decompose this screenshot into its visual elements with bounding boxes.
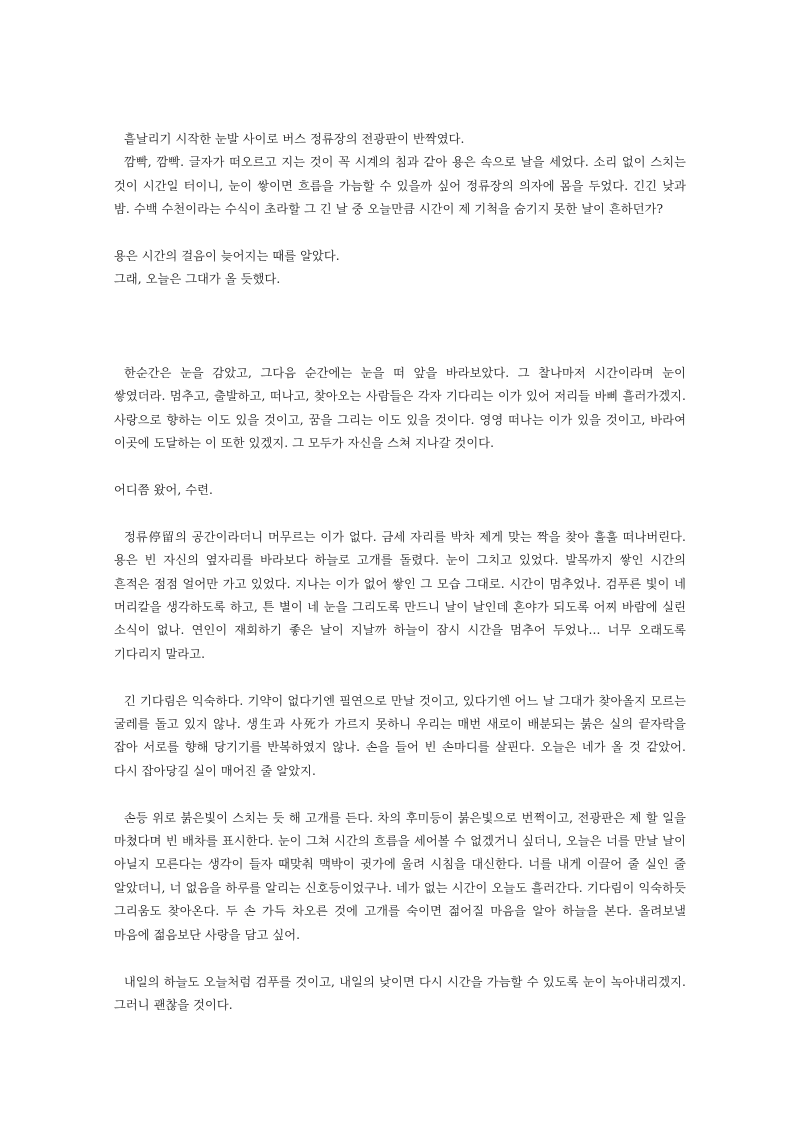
paragraph-7: 정류停留의 공간이라더니 머무르는 이가 없다. 금세 자리를 박차 제게 맞는 짝을 찾아 훌훌 떠나버린다. 용은 빈 자신의 옆자리를 바라보다 하늘로 고개를 돌렸다. 눈이 그치고 있었다. 발목까지 쌓인 시간의 흔적은 점점 얼어만 가고 있었다. 지나는 이가 없어 쌓인 그 모습 그대로. 시간이 멈추었나. 검푸른 빛이 네 머리칼을 생각하도록 하고, 튼 별이 네 눈을 그리도록 만드니 날이 날인데 혼야가 되도록 어찌 바람에 실린 소식이 없나. 연인이 재회하기 좋은 날이 지날까 하늘이 잠시 시간을 멈추어 두었나... 너무 오래도록 기다리지 말라고. <box>114 529 687 661</box>
paragraph-8: 긴 기다림은 익숙하다. 기약이 없다기엔 필연으로 만날 것이고, 있다기엔 어느 날 그대가 찾아올지 모르는 굴레를 돌고 있지 않나. 생生과 사死가 가르지 못하니 우리는 매번 새로이 배분되는 붉은 실의 끝자락을 잡아 서로를 향해 당기기를 반복하였지 않나. 손을 들어 빈 손마디를 살핀다. 오늘은 네가 올 것 같았어. 다시 잡아당길 실이 매어진 줄 알았지. <box>114 693 686 778</box>
paragraph-gap <box>114 456 686 479</box>
paragraph-2: 깜빡, 깜빡. 글자가 떠오르고 지는 것이 꼭 시계의 침과 같아 용은 속으로 날을 세었다. 소리 없이 스치는 것이 시간일 터이니, 눈이 쌓이면 흐름을 가늠할 수 있을까 싶어 정류장의 의자에 몸을 두었다. 긴긴 낮과 밤. 수백 수천이라는 수식이 초라할 그 긴 날 중 오늘만큼 시간이 제 기척을 숨기지 못한 날이 흔하던가? <box>114 155 686 217</box>
paragraph-gap <box>114 783 686 806</box>
paragraph-9: 손등 위로 붉은빛이 스치는 듯 해 고개를 든다. 차의 후미등이 붉은빛으로 번쩍이고, 전광판은 제 할 일을 마쳤다며 빈 배차를 표시한다. 눈이 그쳐 시간의 흐름을 세어볼 수 없겠거니 싶더니, 오늘은 너를 만날 날이 아닐지 모른다는 생각이 들자 때맞춰 맥박이 귓가에 울려 시침을 대신한다. 너를 내게 이끌어 줄 실인 줄 알았더니, 너 없음을 하루를 알리는 신호등이었구나. 네가 없는 시간이 오늘도 흘러간다. 기다림이 익숙하듯 그리움도 찾아온다. 두 손 가득 차오른 것에 고개를 숙이면 젊어질 마음을 알아 하늘을 본다. 올려보낼 마음에 젊음보단 사랑을 담고 싶어. <box>114 810 686 942</box>
section-break <box>114 292 686 339</box>
paragraph-6: 어디쯤 왔어, 수련. <box>114 483 214 498</box>
paragraph-10: 내일의 하늘도 오늘처럼 검푸를 것이고, 내일의 낮이면 다시 시간을 가늠할 수 있도록 눈이 녹아내리겠지. 그러니 괜찮을 것이다. <box>114 974 686 1012</box>
paragraph-1: 흩날리기 시작한 눈발 사이로 버스 정류장의 전광판이 반짝였다. <box>124 132 465 146</box>
paragraph-3: 용은 시간의 걸음이 늦어지는 때를 알았다. <box>114 249 340 264</box>
paragraph-gap <box>114 666 686 689</box>
paragraph-5: 한순간은 눈을 감았고, 그다음 순간에는 눈을 떠 앞을 바라보았다. 그 찰나마저 시간이라며 눈이 쌓였더라. 멈추고, 출발하고, 떠나고, 찾아오는 사람들은 각자 기다리는 이가 있어 저리들 바삐 흘러가겠지. 사랑으로 향하는 이도 있을 것이고, 꿈을 그리는 이도 있을 것이다. 영영 떠나는 이가 있을 것이고, 바라여 이곳에 도달하는 이 또한 있겠지. 그 모두가 자신을 스쳐 지나갈 것이다. <box>114 366 686 451</box>
document-page <box>114 128 686 1017</box>
paragraph-gap <box>114 339 686 362</box>
paragraph-gap <box>114 222 686 245</box>
paragraph-4: 그래, 오늘은 그대가 올 듯했다. <box>114 272 281 287</box>
paragraph-gap <box>114 947 686 970</box>
paragraph-gap <box>114 502 686 525</box>
